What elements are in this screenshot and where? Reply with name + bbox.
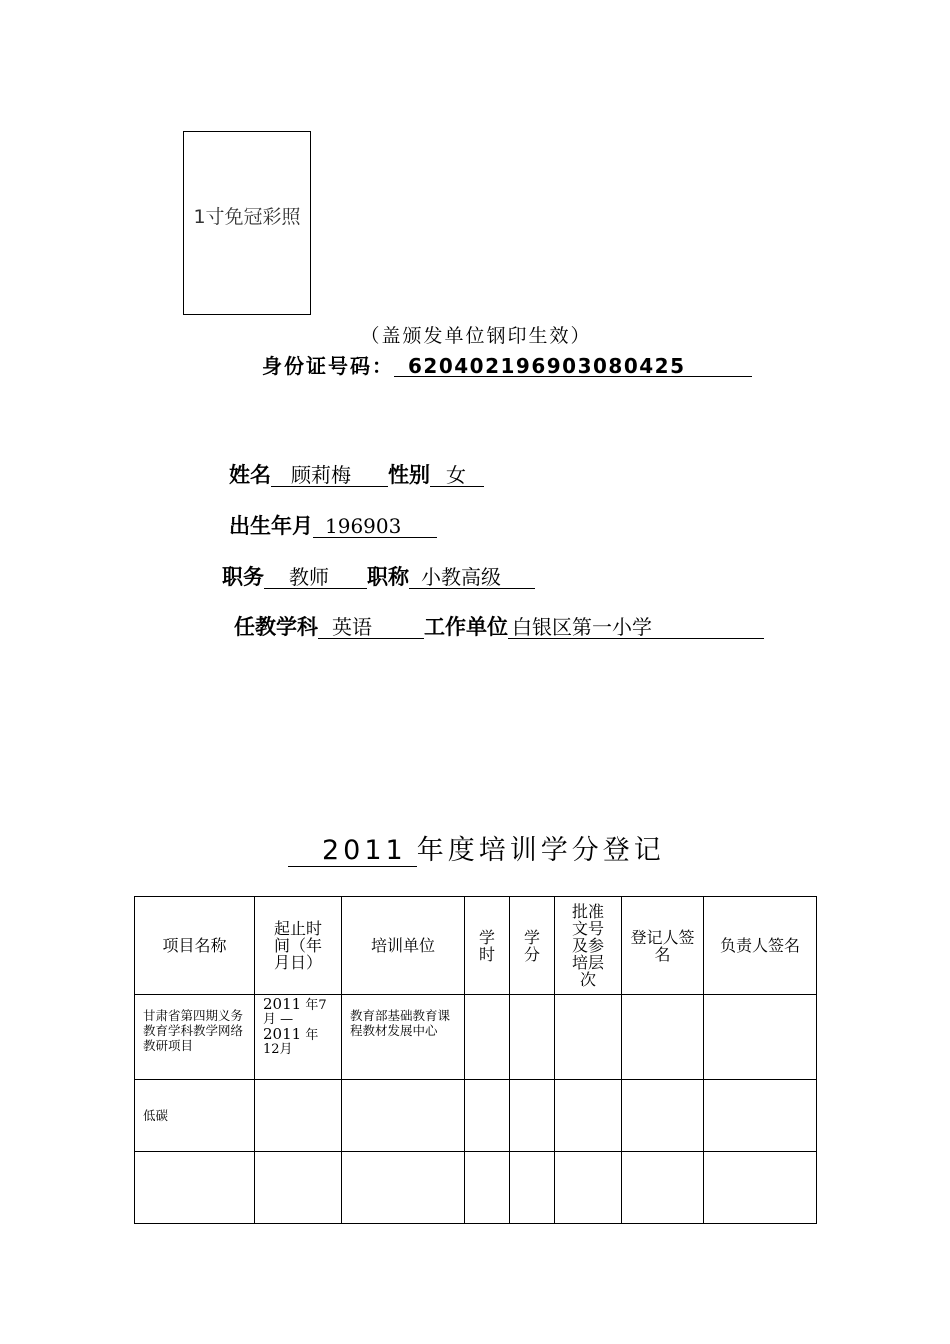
- birth-row: [229, 510, 437, 540]
- section-year: 2011: [288, 836, 417, 867]
- section-title-text: 年度培训学分登记: [416, 835, 665, 866]
- table-row: [135, 1080, 817, 1152]
- cell-approval: [555, 1152, 622, 1224]
- subject-value: 英语: [318, 616, 424, 639]
- cell-hours: [465, 995, 510, 1080]
- section-title: [288, 828, 665, 867]
- cell-dates: [255, 1152, 342, 1224]
- cell-supervisor: [704, 1152, 817, 1224]
- unit-label: 工作单位: [424, 615, 508, 639]
- position-value: 教师: [264, 566, 367, 589]
- stamp-note: [0, 321, 950, 348]
- header-approval: 批准文号及参培层次: [555, 897, 622, 995]
- cell-org: 教育部基础教育课程教材发展中心: [342, 995, 465, 1080]
- cell-approval: [555, 1080, 622, 1152]
- name-gender-row: [229, 459, 484, 489]
- cell-credits: [510, 995, 555, 1080]
- table-row: [135, 1152, 817, 1224]
- cell-supervisor: [704, 1080, 817, 1152]
- header-project: 项目名称: [135, 897, 255, 995]
- name-value: 顾莉梅: [271, 464, 388, 487]
- cell-org: [342, 1080, 465, 1152]
- id-card-row: [262, 350, 752, 379]
- birth-value: 196903: [313, 515, 437, 538]
- header-registrar: 登记人签名: [622, 897, 704, 995]
- birth-label: 出生年月: [229, 514, 313, 538]
- title-value: 小教高级: [409, 566, 535, 589]
- cell-registrar: [622, 1080, 704, 1152]
- cell-credits: [510, 1152, 555, 1224]
- cell-project: 低碳: [135, 1080, 255, 1152]
- header-org: 培训单位: [342, 897, 465, 995]
- gender-value: 女: [430, 464, 484, 487]
- photo-placeholder: [183, 131, 311, 315]
- header-credits: 学分: [510, 897, 555, 995]
- header-hours: 学时: [465, 897, 510, 995]
- header-supervisor: 负责人签名: [704, 897, 817, 995]
- photo-label: 1寸免冠彩照: [193, 206, 301, 228]
- cell-project: 甘肃省第四期义务教育学科教学网络教研项目: [135, 995, 255, 1080]
- position-title-row: [222, 561, 535, 591]
- cell-approval: [555, 995, 622, 1080]
- cell-project: [135, 1152, 255, 1224]
- cell-org: [342, 1152, 465, 1224]
- id-card-label: 身份证号码：: [262, 354, 394, 378]
- name-label: 姓名: [229, 463, 271, 487]
- table-header-row: [135, 897, 817, 995]
- cell-supervisor: [704, 995, 817, 1080]
- cell-hours: [465, 1080, 510, 1152]
- position-label: 职务: [222, 565, 264, 589]
- stamp-note-text: （盖颁发单位钢印生效）: [360, 325, 592, 347]
- cell-dates: 2011 年7月 — 2011 年12月: [255, 995, 342, 1080]
- cell-dates: [255, 1080, 342, 1152]
- table-row: [135, 995, 817, 1080]
- subject-unit-row: [234, 611, 764, 641]
- gender-label: 性别: [388, 463, 430, 487]
- subject-label: 任教学科: [234, 615, 318, 639]
- title-label: 职称: [367, 565, 409, 589]
- header-dates: 起止时间（年月日）: [255, 897, 342, 995]
- id-card-value: 620402196903080425: [394, 356, 752, 377]
- cell-registrar: [622, 995, 704, 1080]
- unit-value: 白银区第一小学: [508, 616, 764, 639]
- cell-credits: [510, 1080, 555, 1152]
- cell-registrar: [622, 1152, 704, 1224]
- cell-hours: [465, 1152, 510, 1224]
- credits-table: [134, 896, 817, 1224]
